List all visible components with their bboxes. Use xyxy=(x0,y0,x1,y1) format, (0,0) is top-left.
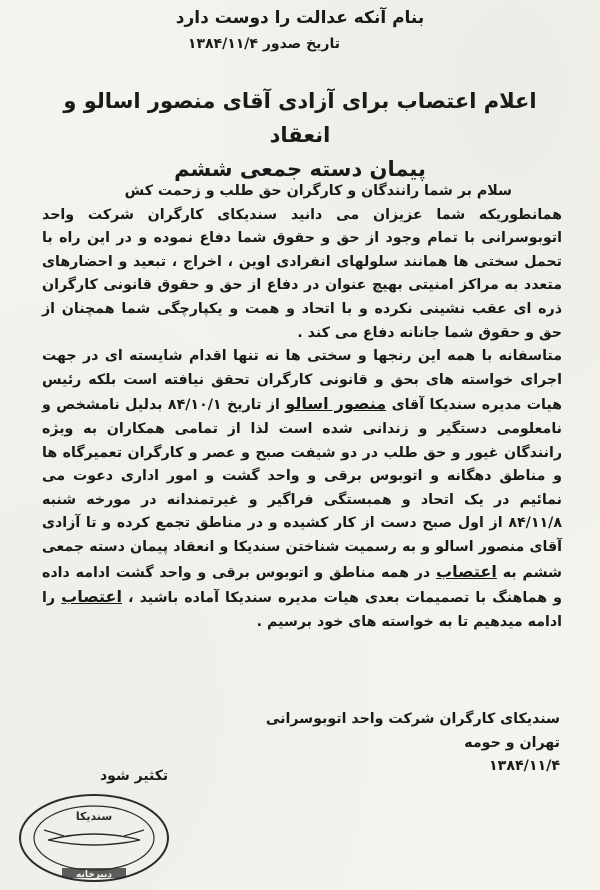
paragraph-2-part-a: متاسفانه با همه این رنجها و سختی ها نه تنها اقدام شایسته ای در جهت اجرای خواسته های بحق و قانونی کارگران تحقق نیافته است بلکه رئیس هیات مدیره سندیکا آقای xyxy=(42,348,562,414)
paragraph-2-part-c: در همه مناطق و اتوبوس برقی و واحد گشت ادامه داده و هماهنگ با تصمیمات بعدی هیات مدیره سندیکا آماده باشید ، xyxy=(42,564,562,607)
strike-word-2: اعتصاب xyxy=(61,587,122,607)
invocation-heading: بنام آنکه عدالت را دوست دارد xyxy=(175,8,425,28)
title-line-1: اعلام اعتصاب برای آزادی آقای منصور اسالو و انعقاد xyxy=(63,89,537,147)
copy-note: تکثیر شود xyxy=(100,768,169,784)
paragraph-2-part-b: از تاریخ ۸۴/۱۰/۱ بدلیل نامشخص و نامعلومی دستگیر و زندانی شده است لذا از تمامی همکاران به ویژه رانندگان غیور و حق طلب در دو شیفت صبح و عصر و کارگران تعمیرگاه ها و مناطق دهگانه و اتوبوس برقی و واحد گشت و امور اداری دعوت می نمائیم در یک اتحاد و همبستگی فراگیر و غیرتمندانه در مورخه شنبه ۸۴/۱۱/۸ از اول صبح دست از کار کشیده و در مناطق تجمع کرده و تا آزادی آقای منصور اسالو و به رسمیت شناختن سندیکا و انعقاد پیمان دسته جمعی ششم به xyxy=(42,397,562,581)
issue-date: تاریخ صدور ۱۳۸۴/۱۱/۴ xyxy=(187,36,340,52)
title-line-2: پیمان دسته جمعی ششم xyxy=(174,157,426,181)
signature-location: تهران و حومه xyxy=(464,734,560,751)
paragraph-2 xyxy=(42,345,562,634)
stamp-center-text: سندیکا xyxy=(75,810,113,823)
paragraph-1: همانطوریکه شما عزیزان می دانید سندیکای کارگران شرکت واحد اتوبوسرانی با تمام وجود از حق و حقوق شما دفاع نموده و در این راه با تحمل سختی ها همانند سلولهای انفرادی اوین ، اخراج ، تبعید و احضارهای متعدد به مراکز امنیتی بهیچ عنوان در دفاع از حق و حقوق قانونی کارگران ذره ای عقب نشینی نکرده و با اتحاد و همت و یکپارچگی شما همچنان از حق و حقوق شما جانانه دفاع می کند . xyxy=(42,206,562,341)
stamp-bottom-text: دبیرخانه xyxy=(76,870,112,880)
greeting: سلام بر شما رانندگان و کارگران حق طلب و زحمت کش xyxy=(124,183,512,199)
signature-org: سندیکای کارگران شرکت واحد اتوبوسرانی xyxy=(265,711,560,727)
paragraph-2-part-d: را ادامه میدهیم تا به خواسته های خود برسیم . xyxy=(42,590,562,630)
stamp-seal-icon xyxy=(14,790,174,886)
letter-body xyxy=(42,180,562,634)
signature-block xyxy=(266,708,560,779)
strike-word-1: اعتصاب xyxy=(436,561,497,581)
signature-date: ۱۳۸۴/۱۱/۴ xyxy=(489,758,560,775)
union-stamp xyxy=(14,790,174,886)
document-title xyxy=(40,84,560,186)
highlighted-name: منصور اسالو xyxy=(285,394,387,414)
